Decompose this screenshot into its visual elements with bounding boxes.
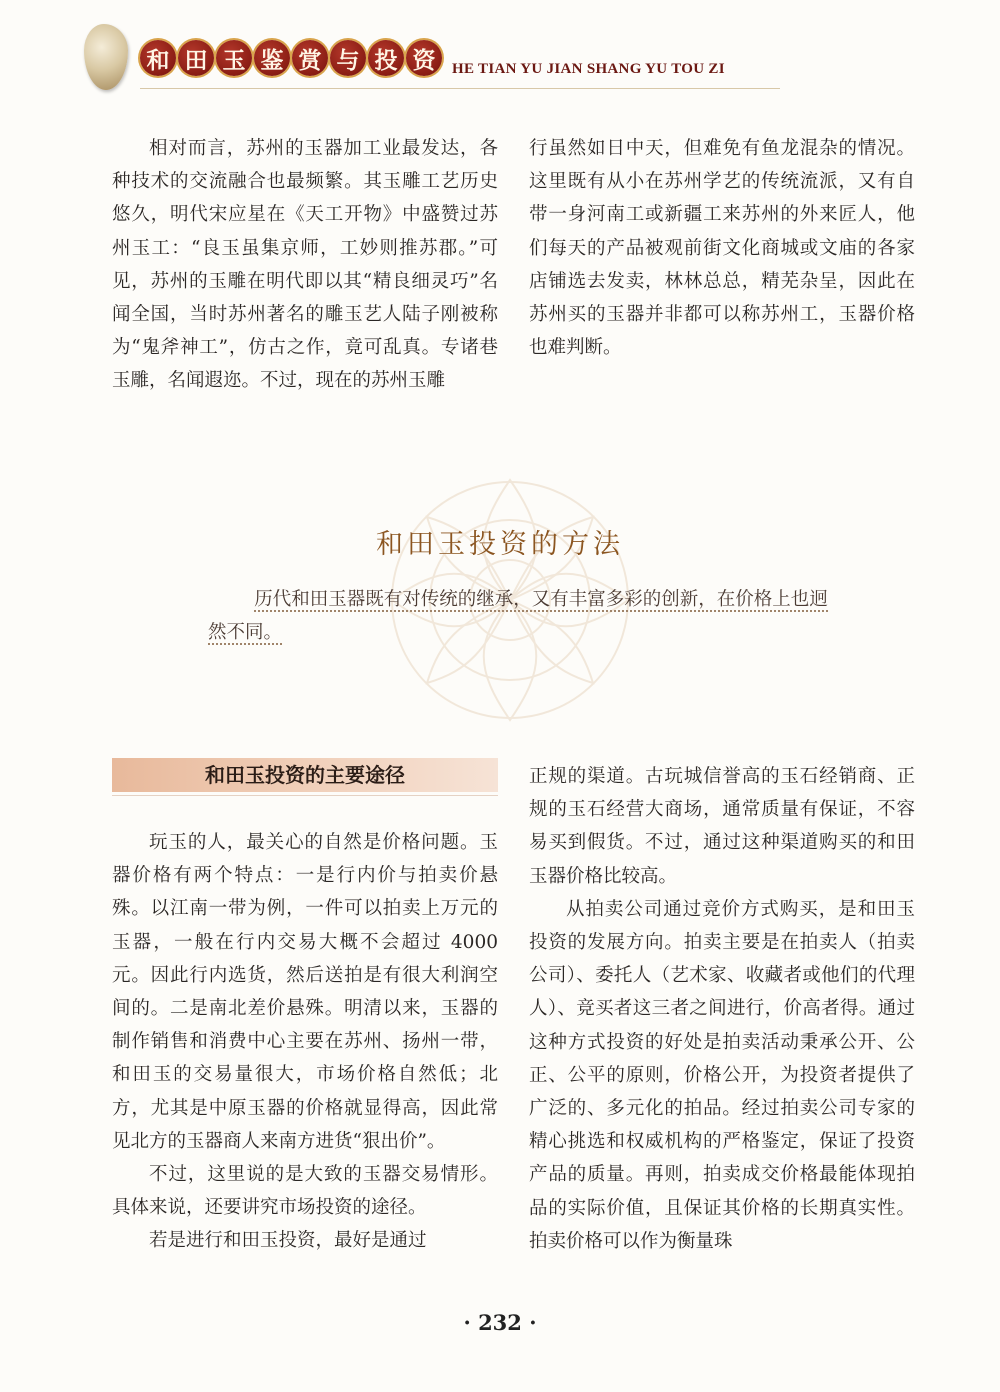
subheading-underline bbox=[112, 795, 498, 796]
title-char: 赏 bbox=[292, 40, 328, 76]
top-left-column bbox=[112, 132, 498, 398]
title-char: 投 bbox=[368, 40, 404, 76]
intro-text: 历代和田玉器既有对传统的继承，又有丰富多彩的创新，在价格上也迥然不同。 bbox=[208, 589, 828, 643]
paragraph: 若是进行和田玉投资，最好是通过 bbox=[149, 1230, 427, 1252]
title-char: 资 bbox=[406, 40, 442, 76]
title-char: 与 bbox=[330, 40, 366, 76]
jade-ornament-icon bbox=[84, 24, 128, 90]
bottom-left-column bbox=[112, 826, 498, 1258]
bottom-right-column bbox=[529, 760, 915, 1258]
page-number: · 232 · bbox=[463, 1310, 537, 1335]
paragraph: 行虽然如日中天，但难免有鱼龙混杂的情况。这里既有从小在苏州学艺的传统流派，又有自带一身河南工或新疆工来苏州的外来匠人，他们每天的产品被观前街文化商城或文庙的各家店铺选去发卖，林林总总，精芜杂呈，因此在苏州买的玉器并非都可以称苏州工，玉器价格也难判断。 bbox=[529, 138, 915, 359]
title-char: 田 bbox=[178, 40, 214, 76]
book-title bbox=[140, 40, 442, 76]
subheading: 和田玉投资的主要途径 bbox=[112, 758, 498, 792]
top-right-column bbox=[529, 132, 915, 364]
section-intro bbox=[208, 583, 828, 649]
title-char: 鉴 bbox=[254, 40, 290, 76]
header-divider bbox=[140, 88, 780, 89]
title-char: 和 bbox=[140, 40, 176, 76]
book-title-pinyin: HE TIAN YU JIAN SHANG YU TOU ZI bbox=[452, 61, 725, 77]
section-title: 和田玉投资的方法 bbox=[376, 529, 624, 560]
paragraph: 不过，这里说的是大致的玉器交易情形。具体来说，还要讲究市场投资的途径。 bbox=[112, 1164, 498, 1219]
paragraph: 相对而言，苏州的玉器加工业最发达，各种技术的交流融合也最频繁。其玉雕工艺历史悠久，明代宋应星在《天工开物》中盛赞过苏州玉工：“良玉虽集京师，工妙则推苏郡。”可见，苏州的玉雕在明代即以其“精良细灵巧”名闻全国，当时苏州著名的雕玉艺人陆子刚被称为“鬼斧神工”，仿古之作，竟可乱真。专诸巷玉雕，名闻遐迩。不过，现在的苏州玉雕 bbox=[112, 138, 498, 392]
paragraph: 正规的渠道。古玩城信誉高的玉石经销商、正规的玉石经营大商场，通常质量有保证，不容易买到假货。不过，通过这种渠道购买的和田玉器价格比较高。 bbox=[529, 766, 915, 887]
paragraph: 从拍卖公司通过竞价方式购买，是和田玉投资的发展方向。拍卖主要是在拍卖人（拍卖公司）、委托人（艺术家、收藏者或他们的代理人）、竞买者这三者之间进行，价高者得。通过这种方式投资的好处是拍卖活动秉承公开、公正、公平的原则，价格公开，为投资者提供了广泛的、多元化的拍品。经过拍卖公司专家的精心挑选和权威机构的严格鉴定，保证了投资产品的质量。再则，拍卖成交价格最能体现拍品的实际价值，且保证其价格的长期真实性。拍卖价格可以作为衡量珠 bbox=[529, 898, 915, 1252]
paragraph: 玩玉的人，最关心的自然是价格问题。玉器价格有两个特点：一是行内价与拍卖价悬殊。以江南一带为例，一件可以拍卖上万元的玉器，一般在行内交易大概不会超过 4000 元。因此行内选货，然后送拍是有很大利润空间的。二是南北差价悬殊。明清以来，玉器的制作销售和消费中心主要在苏州、扬州一带，和田玉的交易量很大，市场价格自然低；北方，尤其是中原玉器的价格就显得高，因此常见北方的玉器商人来南方进货“狠出价”。 bbox=[112, 832, 498, 1152]
page-header bbox=[0, 0, 1000, 110]
title-char: 玉 bbox=[216, 40, 252, 76]
